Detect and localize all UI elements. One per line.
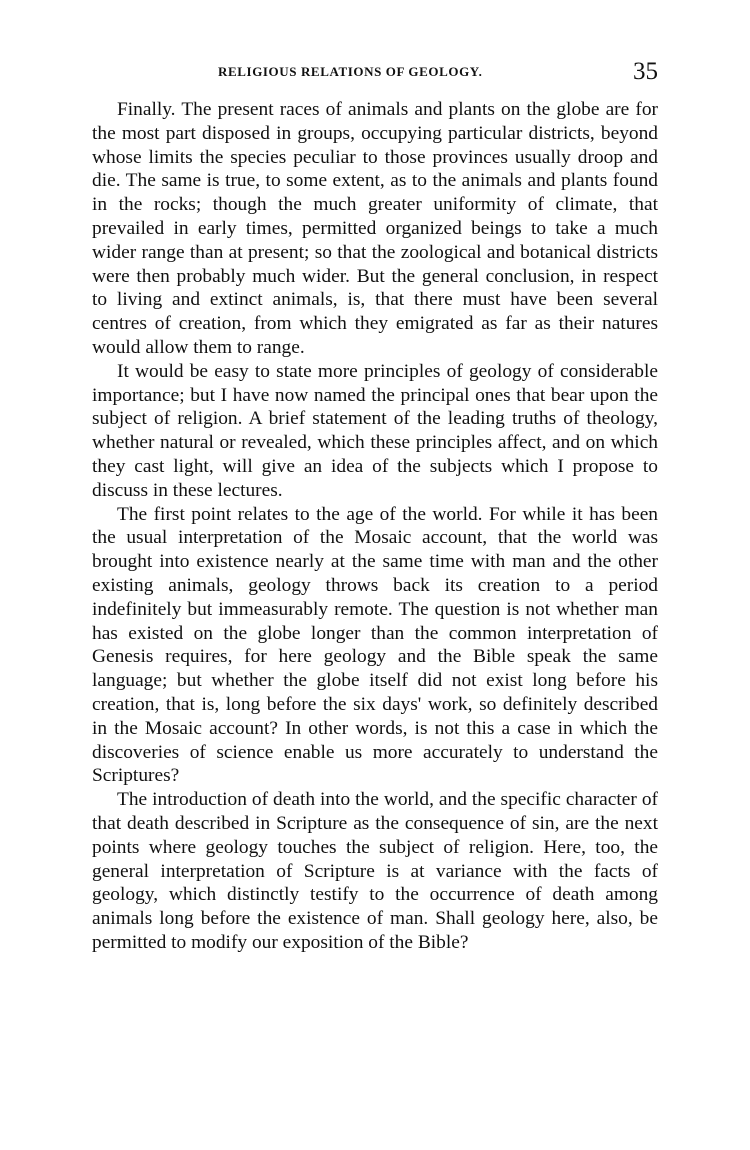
paragraph-death: The introduction of death into the world, and the specific character of that death described in Scripture as the consequence of sin, are the next points where geology touches the subject of religion. Here, too, the general interpretation of Scripture is at variance with the facts of geology, which distinctly testify to the occurrence of death among animals long before the existence of man. Shall geology here, also, be permitted to modify our exposition of the Bible? <box>92 789 658 953</box>
paragraph-principles: It would be easy to state more principles of geology of considerable importance; but I have now named the principal ones that bear upon the subject of religion. A brief statement of the leading truths of theology, whether natural or revealed, which these principles affect, and on which they cast light, will give an idea of the subjects which I propose to discuss in these lectures. <box>92 360 658 501</box>
paragraph-finally: Finally. The present races of animals and plants on the globe are for the most part disposed in groups, occupying particular districts, beyond whose limits the species peculiar to those provinces usually droop and die. The same is true, to some extent, as to the animals and plants found in the rocks; though the much greater uniformity of climate, that prevailed in early times, permitted organized beings to take a much wider range than at present; so that the zoological and botanical districts were then probably much wider. But the general conclusion, in respect to living and extinct animals, is, that there must have been several centres of creation, from which they emigrated as far as their natures would allow them to range. <box>92 99 658 358</box>
running-title: RELIGIOUS RELATIONS OF GEOLOGY. <box>218 64 483 79</box>
running-head <box>92 58 658 88</box>
paragraph-age-of-world: The first point relates to the age of the world. For while it has been the usual interpretation of the Mosaic account, that the world was brought into existence nearly at the same time with man and the other existing animals, geology throws back its creation to a period indefinitely but immeasurably remote. The question is not whether man has existed on the globe longer than the common interpretation of Genesis requires, for here geology and the Bible speak the same language; but whether the globe itself did not exist long before his creation, that is, long before the six days' work, so definitely described in the Mosaic account? In other words, is not this a case in which the discoveries of science enable us more accurately to understand the Scriptures? <box>92 503 658 787</box>
body-text <box>92 98 658 955</box>
page-number: 35 <box>633 58 658 85</box>
